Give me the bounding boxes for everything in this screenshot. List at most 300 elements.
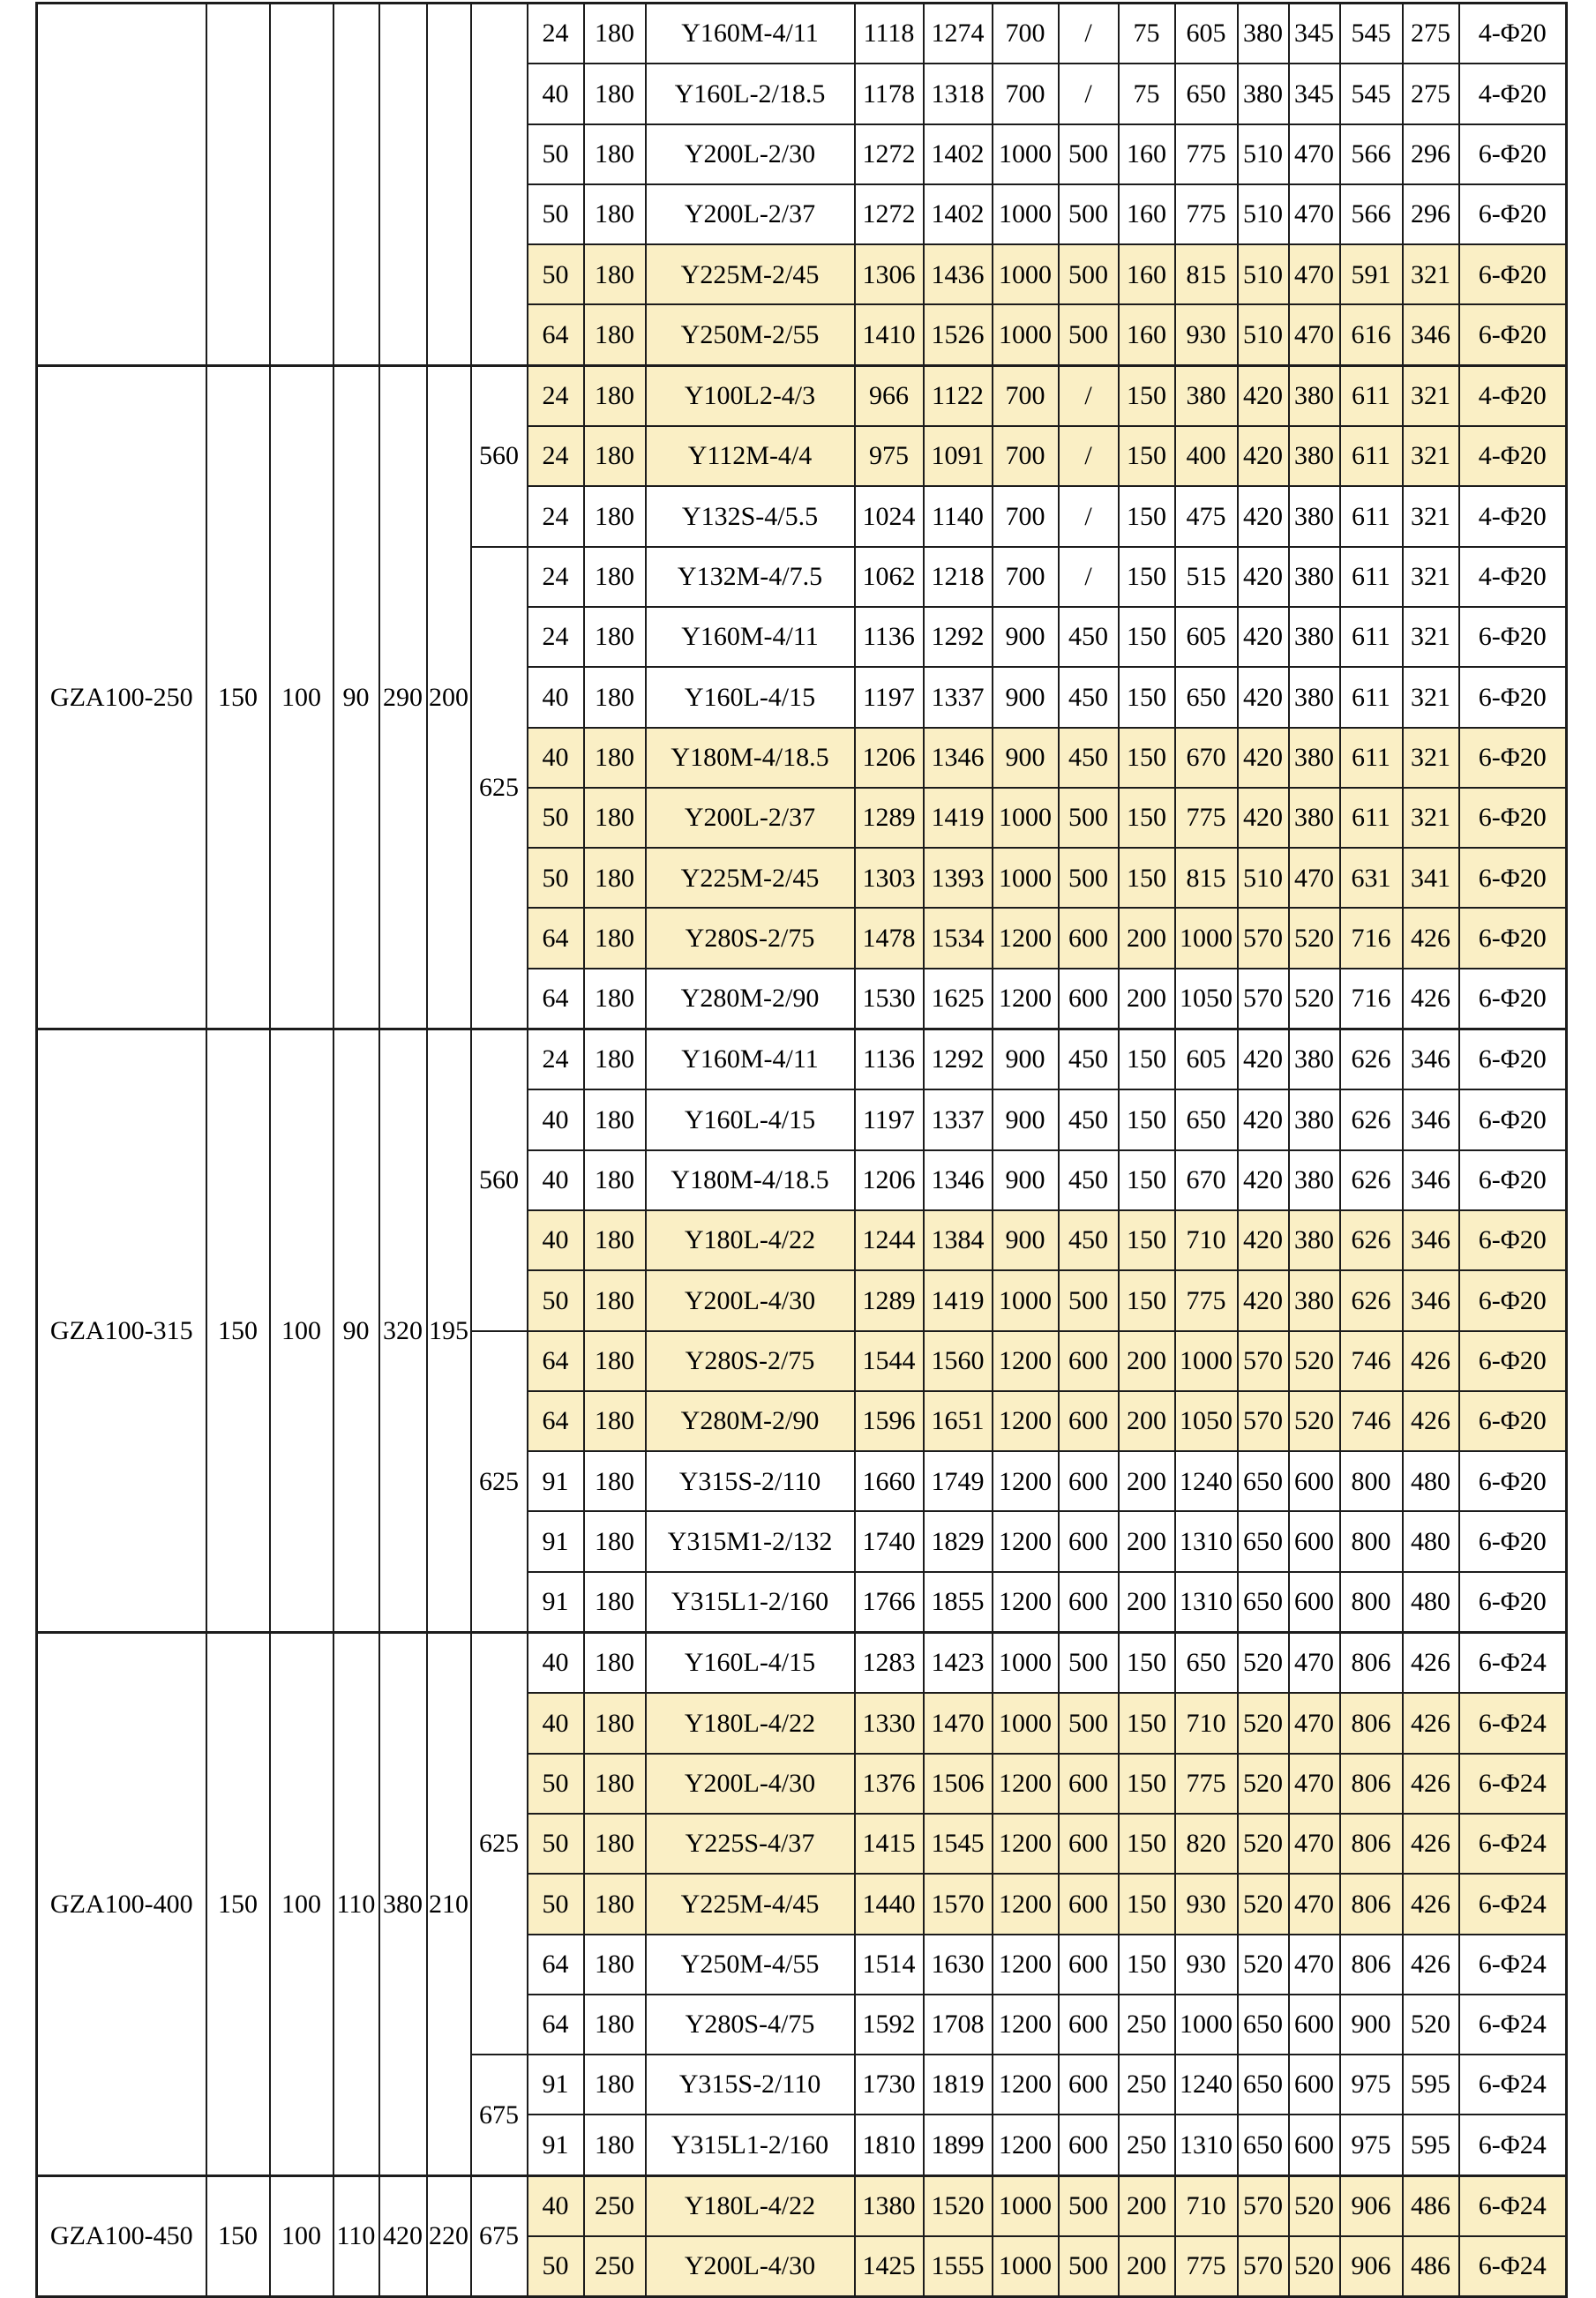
dim-f-cell: 380 [1289,1029,1340,1090]
dim-g-cell: 806 [1340,1874,1403,1934]
motor-model-cell: Y225M-4/45 [646,1874,855,1934]
dim-b-cell: 500 [1059,788,1119,848]
dim-e-cell: 510 [1238,244,1289,304]
dim-l1-cell: 1425 [855,2236,924,2297]
dim-e-cell: 420 [1238,1270,1289,1330]
dim-c-cell: 200 [1119,2236,1175,2297]
motor-model-cell: Y280S-4/75 [646,1995,855,2055]
bolt-spec-cell: 4-Φ20 [1459,426,1567,486]
dim-b-cell: 500 [1059,304,1119,365]
dim-f-cell: 470 [1289,1814,1340,1874]
dim-f-cell: 470 [1289,848,1340,908]
dim-h-cell: 520 [1403,1995,1459,2055]
dim-d-cell: 605 [1175,4,1238,64]
flow-cell: 40 [528,667,584,727]
speed-group-cell: 625 [471,547,528,1029]
dim-f-cell: 380 [1289,1150,1340,1210]
dim-b-cell: 500 [1059,1693,1119,1753]
flow-cell: 91 [528,2115,584,2175]
dim-l1-cell: 1660 [855,1451,924,1511]
flow-cell: 40 [528,64,584,124]
flow-cell: 50 [528,1814,584,1874]
motor-model-cell: Y315S-2/110 [646,1451,855,1511]
dim-g-cell: 611 [1340,365,1403,426]
dim-e-cell: 420 [1238,1210,1289,1270]
dim-c-cell: 250 [1119,2115,1175,2175]
section-dim-cell [379,4,427,366]
pressure-cell: 180 [584,2115,646,2175]
section-dim-cell: 150 [206,1029,270,1633]
dim-l2-cell: 1419 [924,788,993,848]
dim-b-cell: 600 [1059,1754,1119,1814]
motor-model-cell: Y160L-4/15 [646,667,855,727]
pressure-cell: 180 [584,848,646,908]
speed-group-cell: 560 [471,365,528,546]
dim-g-cell: 631 [1340,848,1403,908]
dim-h-cell: 426 [1403,908,1459,968]
motor-model-cell: Y132M-4/7.5 [646,547,855,607]
dim-l2-cell: 1292 [924,607,993,667]
flow-cell: 50 [528,848,584,908]
dim-h-cell: 595 [1403,2115,1459,2175]
motor-model-cell: Y225M-2/45 [646,848,855,908]
bolt-spec-cell: 6-Φ20 [1459,1210,1567,1270]
pressure-cell: 250 [584,2236,646,2297]
motor-model-cell: Y160M-4/11 [646,607,855,667]
dim-f-cell: 520 [1289,1391,1340,1451]
dim-a-cell: 900 [993,1150,1059,1210]
dim-h-cell: 426 [1403,1391,1459,1451]
dim-f-cell: 380 [1289,486,1340,546]
dim-g-cell: 746 [1340,1391,1403,1451]
dim-b-cell: 450 [1059,607,1119,667]
bolt-spec-cell: 6-Φ20 [1459,1511,1567,1571]
dim-h-cell: 486 [1403,2236,1459,2297]
dim-g-cell: 611 [1340,607,1403,667]
dim-e-cell: 420 [1238,607,1289,667]
dim-b-cell: 500 [1059,124,1119,184]
dim-h-cell: 426 [1403,1633,1459,1694]
dim-h-cell: 426 [1403,969,1459,1029]
flow-cell: 50 [528,1754,584,1814]
dim-a-cell: 1200 [993,1935,1059,1995]
pressure-cell: 180 [584,1995,646,2055]
flow-cell: 64 [528,969,584,1029]
dim-f-cell: 470 [1289,304,1340,365]
speed-group-cell: 675 [471,2055,528,2175]
dim-a-cell: 1200 [993,1572,1059,1633]
dim-h-cell: 480 [1403,1451,1459,1511]
dim-b-cell: 600 [1059,1511,1119,1571]
motor-model-cell: Y112M-4/4 [646,426,855,486]
flow-cell: 50 [528,124,584,184]
dim-g-cell: 611 [1340,667,1403,727]
dim-l2-cell: 1829 [924,1511,993,1571]
dim-c-cell: 150 [1119,1270,1175,1330]
dim-a-cell: 1200 [993,1331,1059,1391]
dim-f-cell: 470 [1289,184,1340,244]
dim-e-cell: 570 [1238,1331,1289,1391]
bolt-spec-cell: 6-Φ24 [1459,2175,1567,2236]
dim-g-cell: 626 [1340,1089,1403,1149]
dim-d-cell: 930 [1175,1935,1238,1995]
dim-f-cell: 380 [1289,1270,1340,1330]
bolt-spec-cell: 6-Φ20 [1459,244,1567,304]
pressure-cell: 180 [584,969,646,1029]
motor-model-cell: Y160M-4/11 [646,4,855,64]
dim-d-cell: 670 [1175,1150,1238,1210]
dim-g-cell: 611 [1340,547,1403,607]
dim-h-cell: 296 [1403,184,1459,244]
dim-a-cell: 1000 [993,244,1059,304]
dim-l2-cell: 1402 [924,124,993,184]
dim-e-cell: 570 [1238,2175,1289,2236]
dim-h-cell: 341 [1403,848,1459,908]
section-dim-cell: 150 [206,2175,270,2297]
dim-l2-cell: 1402 [924,184,993,244]
dim-h-cell: 426 [1403,1874,1459,1934]
dim-d-cell: 930 [1175,1874,1238,1934]
dim-c-cell: 150 [1119,1754,1175,1814]
dim-g-cell: 716 [1340,969,1403,1029]
dim-f-cell: 380 [1289,788,1340,848]
dim-c-cell: 150 [1119,1814,1175,1874]
dim-d-cell: 820 [1175,1814,1238,1874]
dim-e-cell: 420 [1238,728,1289,788]
dim-e-cell: 650 [1238,2055,1289,2115]
dim-l2-cell: 1140 [924,486,993,546]
dim-h-cell: 321 [1403,365,1459,426]
flow-cell: 91 [528,2055,584,2115]
section-dim-cell: 90 [333,365,379,1029]
dim-b-cell: 600 [1059,2115,1119,2175]
dim-h-cell: 426 [1403,1331,1459,1391]
dim-g-cell: 626 [1340,1150,1403,1210]
dim-b-cell: 450 [1059,1150,1119,1210]
dim-g-cell: 806 [1340,1814,1403,1874]
dim-g-cell: 906 [1340,2175,1403,2236]
dim-l1-cell: 1197 [855,667,924,727]
dim-g-cell: 716 [1340,908,1403,968]
dim-g-cell: 566 [1340,124,1403,184]
dim-d-cell: 775 [1175,1270,1238,1330]
dim-l1-cell: 1197 [855,1089,924,1149]
dim-l2-cell: 1393 [924,848,993,908]
dim-b-cell: 600 [1059,1451,1119,1511]
dim-e-cell: 520 [1238,1935,1289,1995]
pressure-cell: 180 [584,64,646,124]
bolt-spec-cell: 4-Φ20 [1459,365,1567,426]
model-cell: GZA100-450 [37,2175,206,2297]
dim-l2-cell: 1419 [924,1270,993,1330]
bolt-spec-cell: 6-Φ20 [1459,1029,1567,1090]
dim-a-cell: 1200 [993,1874,1059,1934]
dim-l2-cell: 1526 [924,304,993,365]
pressure-cell: 180 [584,1874,646,1934]
dim-a-cell: 1000 [993,1633,1059,1694]
bolt-spec-cell: 6-Φ20 [1459,848,1567,908]
motor-model-cell: Y180L-4/22 [646,2175,855,2236]
dim-l1-cell: 1330 [855,1693,924,1753]
dim-c-cell: 200 [1119,1511,1175,1571]
section-dim-cell: 100 [270,1029,333,1633]
dim-c-cell: 150 [1119,1693,1175,1753]
section-dim-cell: 210 [427,1633,471,2176]
dim-e-cell: 570 [1238,969,1289,1029]
bolt-spec-cell: 6-Φ20 [1459,607,1567,667]
section-dim-cell: 150 [206,365,270,1029]
flow-cell: 24 [528,607,584,667]
dim-l1-cell: 1118 [855,4,924,64]
bolt-spec-cell: 6-Φ24 [1459,1754,1567,1814]
dim-c-cell: 150 [1119,1089,1175,1149]
pressure-cell: 180 [584,1935,646,1995]
dim-g-cell: 545 [1340,4,1403,64]
dim-l2-cell: 1346 [924,1150,993,1210]
dim-l1-cell: 1289 [855,788,924,848]
dim-l2-cell: 1625 [924,969,993,1029]
dim-d-cell: 1000 [1175,908,1238,968]
dim-l1-cell: 1410 [855,304,924,365]
motor-model-cell: Y250M-2/55 [646,304,855,365]
dim-l1-cell: 975 [855,426,924,486]
dim-f-cell: 470 [1289,1633,1340,1694]
model-cell: GZA100-315 [37,1029,206,1633]
dim-d-cell: 1000 [1175,1995,1238,2055]
dim-l1-cell: 1272 [855,184,924,244]
dim-e-cell: 520 [1238,1874,1289,1934]
dim-g-cell: 545 [1340,64,1403,124]
dim-h-cell: 321 [1403,486,1459,546]
dim-e-cell: 420 [1238,547,1289,607]
flow-cell: 24 [528,426,584,486]
dim-b-cell: 600 [1059,1572,1119,1633]
dim-f-cell: 600 [1289,1572,1340,1633]
dim-l2-cell: 1318 [924,64,993,124]
dim-g-cell: 900 [1340,1995,1403,2055]
flow-cell: 50 [528,244,584,304]
dim-b-cell: / [1059,486,1119,546]
section-dim-cell [270,4,333,366]
dim-f-cell: 600 [1289,2055,1340,2115]
bolt-spec-cell: 6-Φ20 [1459,1572,1567,1633]
dim-f-cell: 380 [1289,667,1340,727]
motor-model-cell: Y200L-4/30 [646,2236,855,2297]
flow-cell: 40 [528,728,584,788]
dim-c-cell: 150 [1119,486,1175,546]
motor-model-cell: Y280S-2/75 [646,908,855,968]
dim-g-cell: 975 [1340,2055,1403,2115]
dim-f-cell: 380 [1289,547,1340,607]
dim-d-cell: 1000 [1175,1331,1238,1391]
motor-model-cell: Y160L-4/15 [646,1633,855,1694]
dim-l1-cell: 1136 [855,607,924,667]
dim-e-cell: 570 [1238,908,1289,968]
dim-l2-cell: 1423 [924,1633,993,1694]
dim-f-cell: 470 [1289,244,1340,304]
dim-l1-cell: 1136 [855,1029,924,1090]
dim-l1-cell: 1380 [855,2175,924,2236]
dim-a-cell: 1000 [993,2175,1059,2236]
dim-g-cell: 566 [1340,184,1403,244]
flow-cell: 40 [528,1633,584,1694]
dim-l1-cell: 1596 [855,1391,924,1451]
dim-h-cell: 480 [1403,1572,1459,1633]
motor-model-cell: Y100L2-4/3 [646,365,855,426]
dim-a-cell: 1200 [993,908,1059,968]
dim-g-cell: 800 [1340,1572,1403,1633]
flow-cell: 64 [528,304,584,365]
dim-l1-cell: 1415 [855,1814,924,1874]
flow-cell: 24 [528,365,584,426]
bolt-spec-cell: 6-Φ24 [1459,1874,1567,1934]
dim-b-cell: 600 [1059,1935,1119,1995]
dim-e-cell: 650 [1238,1572,1289,1633]
dim-b-cell: 500 [1059,2236,1119,2297]
section-dim-cell: 100 [270,2175,333,2297]
dim-l1-cell: 1024 [855,486,924,546]
dim-b-cell: 600 [1059,1814,1119,1874]
dim-l1-cell: 966 [855,365,924,426]
bolt-spec-cell: 6-Φ20 [1459,908,1567,968]
dim-f-cell: 345 [1289,64,1340,124]
section-dim-cell: 195 [427,1029,471,1633]
section-dim-cell: 100 [270,365,333,1029]
dim-l1-cell: 1544 [855,1331,924,1391]
flow-cell: 64 [528,1331,584,1391]
motor-model-cell: Y160L-2/18.5 [646,64,855,124]
dim-a-cell: 700 [993,547,1059,607]
dim-h-cell: 595 [1403,2055,1459,2115]
dim-c-cell: 150 [1119,1874,1175,1934]
dim-f-cell: 600 [1289,1451,1340,1511]
dim-e-cell: 520 [1238,1693,1289,1753]
section-dim-cell [427,4,471,366]
section-dim-cell: 420 [379,2175,427,2297]
dim-f-cell: 470 [1289,124,1340,184]
dim-a-cell: 700 [993,486,1059,546]
motor-model-cell: Y280S-2/75 [646,1331,855,1391]
dim-a-cell: 1000 [993,2236,1059,2297]
dim-c-cell: 75 [1119,4,1175,64]
dim-f-cell: 470 [1289,1935,1340,1995]
bolt-spec-cell: 6-Φ20 [1459,1391,1567,1451]
dim-d-cell: 1310 [1175,2115,1238,2175]
dim-a-cell: 1200 [993,2115,1059,2175]
bolt-spec-cell: 6-Φ24 [1459,2115,1567,2175]
dim-c-cell: 150 [1119,547,1175,607]
dim-d-cell: 670 [1175,728,1238,788]
dim-d-cell: 650 [1175,1633,1238,1694]
dim-e-cell: 510 [1238,124,1289,184]
model-cell: GZA100-400 [37,1633,206,2176]
dim-a-cell: 1000 [993,184,1059,244]
dim-l1-cell: 1514 [855,1935,924,1995]
motor-model-cell: Y280M-2/90 [646,1391,855,1451]
section-dim-cell: 100 [270,1633,333,2176]
motor-model-cell: Y200L-4/30 [646,1270,855,1330]
dim-e-cell: 420 [1238,486,1289,546]
dim-l1-cell: 1478 [855,908,924,968]
model-cell: GZA100-250 [37,365,206,1029]
bolt-spec-cell: 6-Φ24 [1459,2055,1567,2115]
dim-b-cell: 450 [1059,1210,1119,1270]
dim-f-cell: 470 [1289,1754,1340,1814]
speed-group-cell: 675 [471,2175,528,2297]
pressure-cell: 180 [584,304,646,365]
dim-a-cell: 1200 [993,1391,1059,1451]
dim-a-cell: 700 [993,365,1059,426]
dim-g-cell: 611 [1340,486,1403,546]
pressure-cell: 180 [584,486,646,546]
dim-d-cell: 775 [1175,124,1238,184]
pressure-cell: 250 [584,2175,646,2236]
dim-c-cell: 200 [1119,969,1175,1029]
dim-c-cell: 150 [1119,1935,1175,1995]
dim-b-cell: / [1059,64,1119,124]
dim-f-cell: 520 [1289,1331,1340,1391]
dim-a-cell: 1000 [993,304,1059,365]
section-dim-cell: 220 [427,2175,471,2297]
dim-a-cell: 900 [993,607,1059,667]
bolt-spec-cell: 4-Φ20 [1459,4,1567,64]
dim-f-cell: 520 [1289,908,1340,968]
dim-e-cell: 650 [1238,2115,1289,2175]
dim-d-cell: 605 [1175,607,1238,667]
bolt-spec-cell: 6-Φ20 [1459,1089,1567,1149]
dim-a-cell: 1200 [993,1511,1059,1571]
dim-e-cell: 420 [1238,365,1289,426]
dim-a-cell: 700 [993,426,1059,486]
dim-d-cell: 475 [1175,486,1238,546]
dim-h-cell: 296 [1403,124,1459,184]
pressure-cell: 180 [584,2055,646,2115]
dim-e-cell: 420 [1238,1150,1289,1210]
dim-d-cell: 775 [1175,184,1238,244]
dim-l2-cell: 1570 [924,1874,993,1934]
dim-c-cell: 160 [1119,304,1175,365]
dim-c-cell: 150 [1119,728,1175,788]
speed-group-cell: 625 [471,1331,528,1633]
motor-model-cell: Y200L-2/30 [646,124,855,184]
dim-h-cell: 321 [1403,244,1459,304]
dim-f-cell: 470 [1289,1874,1340,1934]
dim-h-cell: 346 [1403,1150,1459,1210]
dim-e-cell: 650 [1238,1451,1289,1511]
dim-a-cell: 1000 [993,1270,1059,1330]
dim-c-cell: 200 [1119,1391,1175,1451]
motor-model-cell: Y180M-4/18.5 [646,1150,855,1210]
dim-b-cell: 500 [1059,1633,1119,1694]
bolt-spec-cell: 6-Φ24 [1459,1693,1567,1753]
bolt-spec-cell: 4-Φ20 [1459,547,1567,607]
pressure-cell: 180 [584,426,646,486]
bolt-spec-cell: 6-Φ20 [1459,1331,1567,1391]
dim-c-cell: 150 [1119,667,1175,727]
dim-a-cell: 1200 [993,969,1059,1029]
dim-d-cell: 650 [1175,667,1238,727]
dim-b-cell: 600 [1059,969,1119,1029]
dim-c-cell: 160 [1119,184,1175,244]
dim-a-cell: 1000 [993,1693,1059,1753]
dim-d-cell: 605 [1175,1029,1238,1090]
dim-g-cell: 611 [1340,788,1403,848]
dim-b-cell: 450 [1059,1089,1119,1149]
dim-c-cell: 200 [1119,1331,1175,1391]
dim-b-cell: / [1059,547,1119,607]
pressure-cell: 180 [584,607,646,667]
dim-f-cell: 600 [1289,1995,1340,2055]
